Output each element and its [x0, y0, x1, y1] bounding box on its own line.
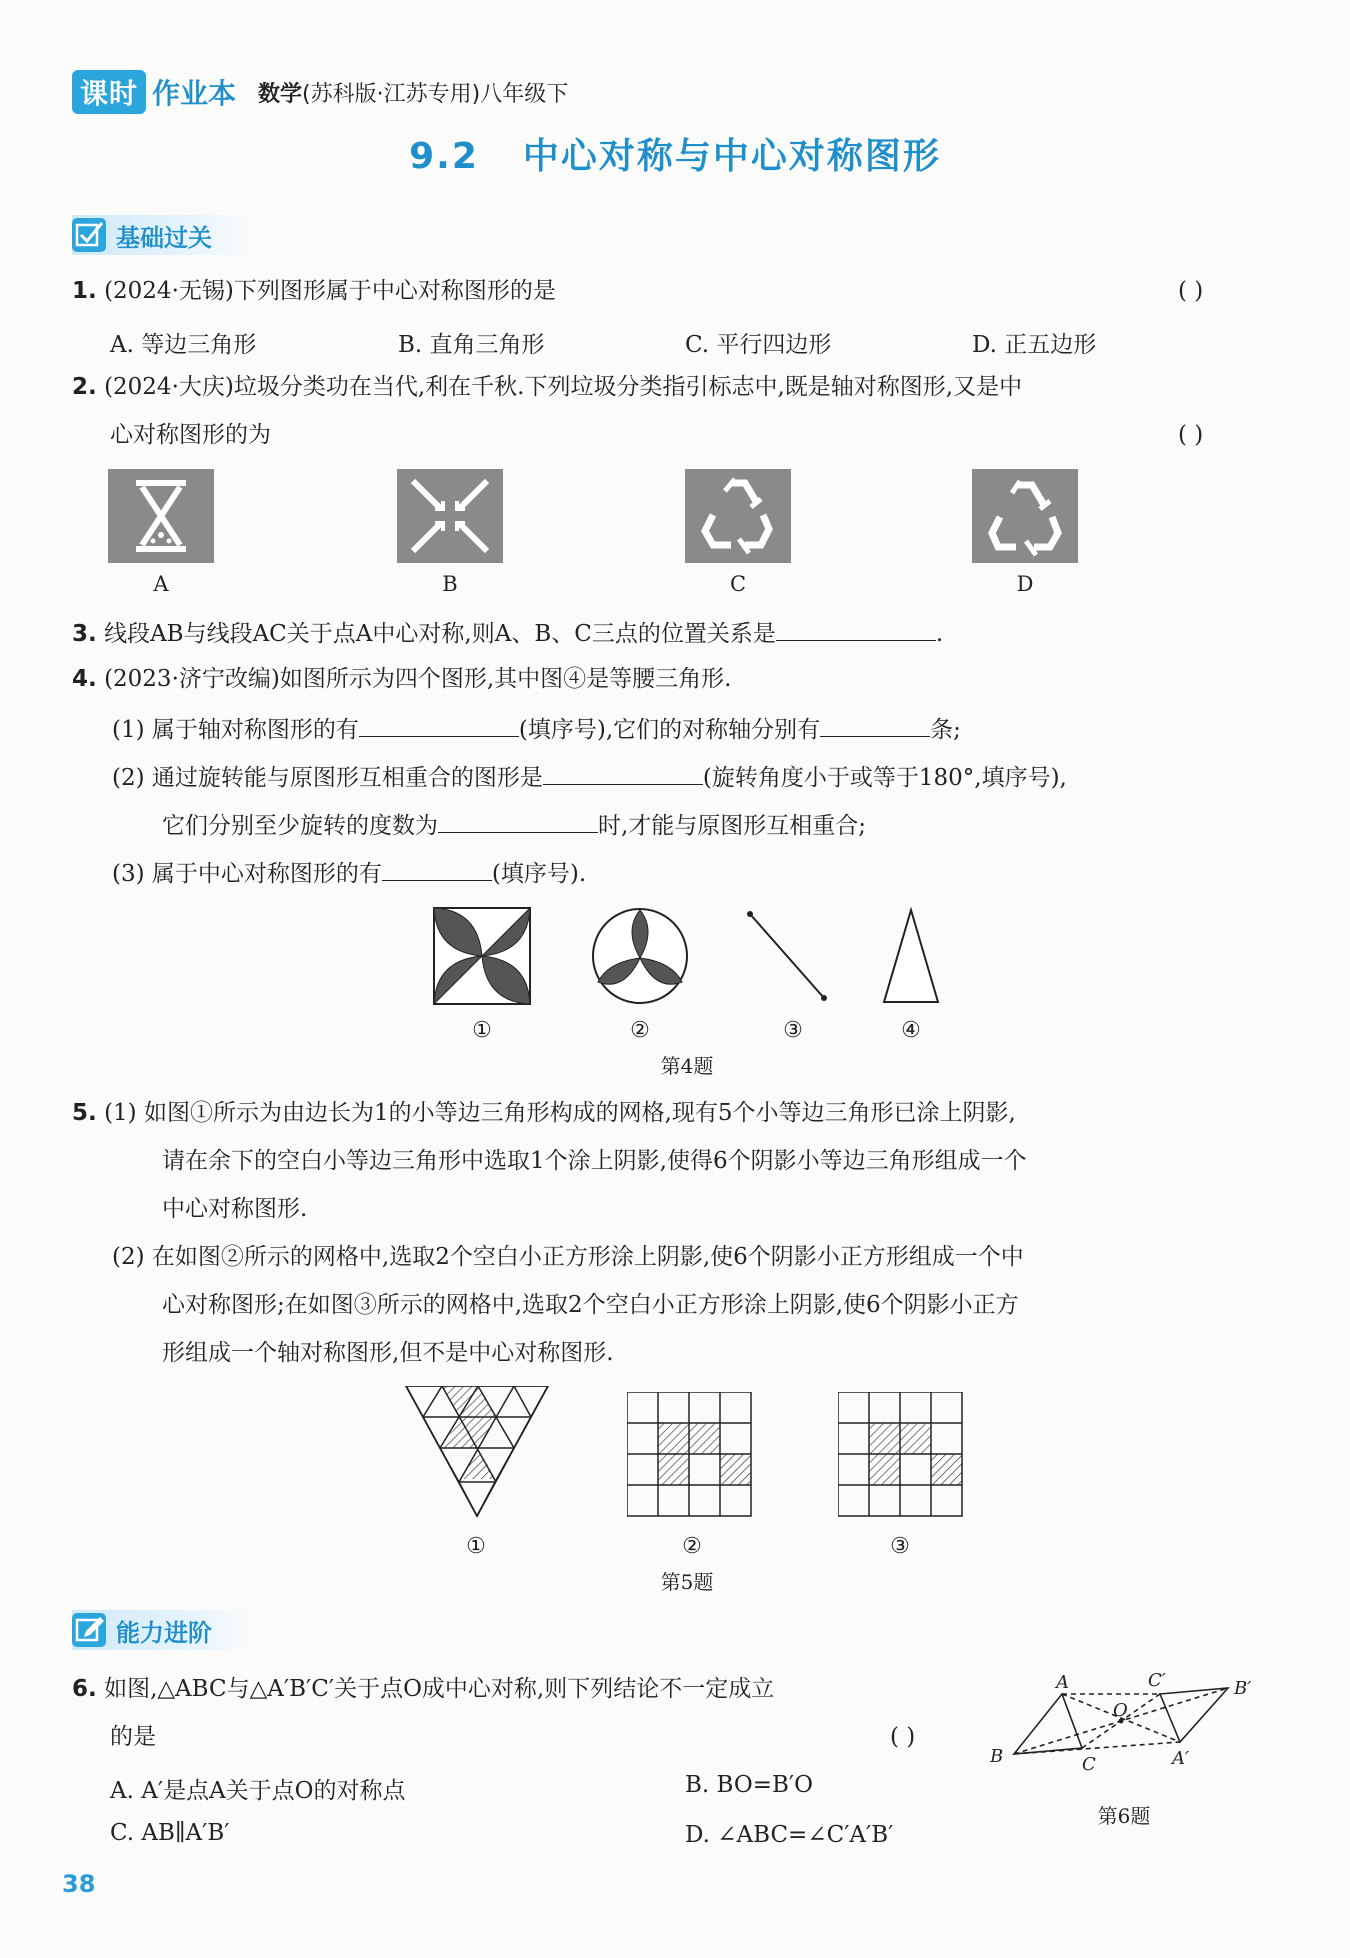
- q4-part2-cont: [162, 810, 866, 841]
- q4-p2-blank1[interactable]: [543, 762, 703, 785]
- q2-number: 2.: [72, 374, 97, 400]
- q4-p3a: (3) 属于中心对称图形的有: [112, 861, 382, 887]
- q3-end: .: [935, 621, 944, 647]
- title-text: 中心对称与中心对称图形: [522, 136, 941, 177]
- q4-p2a: (2) 通过旋转能与原图形互相重合的图形是: [112, 765, 543, 791]
- logo-mark: 课时: [72, 70, 146, 114]
- q4-stem: [72, 666, 731, 694]
- q4-p1a: (1) 属于轴对称图形的有: [112, 717, 359, 743]
- q5-p1-line1: [72, 1100, 1016, 1128]
- q4-p1b: (填序号),它们的对称轴分别有: [518, 717, 821, 743]
- q5-fig-label-1: ①: [466, 1534, 486, 1559]
- q4-figure-3: [742, 906, 842, 1006]
- recycle-sign-d-icon: [972, 469, 1078, 563]
- q4-p1c: 条;: [930, 717, 961, 743]
- q5-p1-line2: 请在余下的空白小等边三角形中选取1个涂上阴影,使得6个阴影小等边三角形组成一个: [162, 1148, 1027, 1174]
- q3-answer-blank[interactable]: [776, 618, 936, 641]
- q5-p2-line2: 心对称图形;在如图③所示的网格中,选取2个空白小正方形涂上阴影,使6个阴影小正方: [162, 1292, 1019, 1318]
- q5-fig-label-2: ②: [682, 1534, 702, 1559]
- q4-part1: [112, 714, 961, 745]
- q5-caption: 第5题: [660, 1570, 714, 1594]
- q2-label-a: A: [153, 572, 169, 596]
- q6-stem-line2: 的是: [110, 1724, 156, 1750]
- q5-p2-line1: (2) 在如图②所示的网格中,选取2个空白小正方形涂上阴影,使6个阴影小正方形组成一个中: [112, 1244, 1024, 1270]
- q4-p1-blank1[interactable]: [359, 714, 519, 737]
- q4-p3b: (填序号).: [491, 861, 587, 887]
- q1-option-d: D. 正五边形: [972, 332, 1097, 358]
- q1-answer-paren[interactable]: ( ): [1178, 278, 1204, 304]
- pencil-icon: [72, 1613, 106, 1647]
- logo-text: 作业本: [152, 77, 237, 110]
- q4-p2-blank2[interactable]: [438, 810, 598, 833]
- page-number: 38: [62, 1870, 96, 1898]
- q4-fig-label-2: ②: [630, 1018, 650, 1043]
- q6-figure: [984, 1670, 1262, 1784]
- q1-option-b: B. 直角三角形: [398, 332, 545, 358]
- checkbox-icon: [72, 218, 106, 252]
- q4-fig-label-4: ④: [901, 1018, 921, 1043]
- header-subject: [258, 77, 568, 108]
- q5-p1-l1: (1) 如图①所示为由边长为1的小等边三角形构成的网格,现有5个小等边三角形已涂上阴影,: [104, 1100, 1016, 1126]
- q4-fig-label-1: ①: [472, 1018, 492, 1043]
- q6-option-c: C. AB∥A′B′: [110, 1820, 230, 1846]
- q2-label-d: D: [1016, 572, 1034, 596]
- q4-figure-4: [876, 906, 946, 1006]
- q1-stem: [72, 278, 556, 306]
- q6-point-c-prime: C′: [1148, 1670, 1166, 1691]
- q3-stem: [72, 618, 943, 649]
- q6-option-d: D. ∠ABC=∠C′A′B′: [685, 1822, 894, 1848]
- q6-number: 6.: [72, 1676, 97, 1702]
- q5-p2-line3: 形组成一个轴对称图形,但不是中心对称图形.: [162, 1340, 614, 1366]
- q6-point-a-prime: A′: [1172, 1748, 1190, 1769]
- q2-stem-line1: [72, 374, 1022, 402]
- q3-text: 线段AB与线段AC关于点A中心对称,则A、B、C三点的位置关系是: [104, 621, 776, 647]
- q6-option-a: A. A′是点A关于点O的对称点: [110, 1778, 406, 1804]
- q6-point-b-prime: B′: [1234, 1678, 1252, 1699]
- q2-label-c: C: [729, 572, 747, 596]
- q6-l1: 如图,△ABC与△A′B′C′关于点O成中心对称,则下列结论不一定成立: [104, 1676, 775, 1702]
- q6-stem-line1: [72, 1676, 774, 1704]
- q5-figure-2-square-grid: [627, 1392, 755, 1520]
- q1-number: 1.: [72, 278, 97, 304]
- title-number: 9.2: [409, 136, 479, 177]
- recycle-sign-c-icon: [685, 469, 791, 563]
- q4-caption: 第4题: [660, 1054, 714, 1078]
- q5-figure-1-triangle-grid: [404, 1386, 550, 1520]
- q4-figure-2: [590, 906, 690, 1006]
- q6-caption: 第6题: [1097, 1804, 1151, 1828]
- page-title: [0, 128, 1350, 179]
- q4-number: 4.: [72, 666, 97, 692]
- q5-number: 5.: [72, 1100, 97, 1126]
- recycle-sign-a-icon: [108, 469, 214, 563]
- q6-answer-paren[interactable]: ( ): [890, 1724, 916, 1750]
- q5-p1-line3: 中心对称图形.: [162, 1196, 308, 1222]
- section-advanced: [72, 1610, 252, 1650]
- q4-p1-blank2[interactable]: [820, 714, 930, 737]
- q4-fig-label-3: ③: [783, 1018, 803, 1043]
- q1-option-c: C. 平行四边形: [685, 332, 832, 358]
- q2-stem-line2: 心对称图形的为: [110, 422, 271, 448]
- q6-option-b: B. BO=B′O: [685, 1772, 813, 1798]
- q4-part2: [112, 762, 1067, 793]
- edition: (苏科版·江苏专用)八年级下: [302, 81, 569, 107]
- q6-point-o: O: [1113, 1700, 1128, 1721]
- q4-figure-1: [432, 906, 532, 1006]
- q4-p2b: (旋转角度小于或等于180°,填序号),: [702, 765, 1067, 791]
- q5-figure-3-square-grid: [838, 1392, 966, 1520]
- q1-option-a: A. 等边三角形: [110, 332, 257, 358]
- q4-p3-blank[interactable]: [382, 858, 492, 881]
- q6-point-c: C: [1082, 1754, 1096, 1775]
- q6-point-b: B: [990, 1746, 1004, 1767]
- section-basic-label: 基础过关: [116, 223, 212, 252]
- q4-p2d: 时,才能与原图形互相重合;: [598, 813, 867, 839]
- header: [72, 70, 568, 114]
- q6-point-a: A: [1056, 1672, 1069, 1693]
- section-basic: [72, 215, 252, 255]
- subject: 数学: [258, 81, 303, 107]
- q2-text1: (2024·大庆)垃圾分类功在当代,利在千秋.下列垃圾分类指引标志中,既是轴对称图形,又是中: [104, 374, 1023, 400]
- q5-fig-label-3: ③: [890, 1534, 910, 1559]
- q3-number: 3.: [72, 621, 97, 647]
- q4-text: (2023·济宁改编)如图所示为四个图形,其中图④是等腰三角形.: [104, 666, 732, 692]
- q4-p2c: 它们分别至少旋转的度数为: [162, 813, 438, 839]
- q2-answer-paren[interactable]: ( ): [1178, 422, 1204, 448]
- q1-text: (2024·无锡)下列图形属于中心对称图形的是: [104, 278, 556, 304]
- q4-part3: [112, 858, 586, 889]
- section-advanced-label: 能力进阶: [116, 1618, 212, 1647]
- q2-label-b: B: [442, 572, 458, 596]
- recycle-sign-b-icon: [397, 469, 503, 563]
